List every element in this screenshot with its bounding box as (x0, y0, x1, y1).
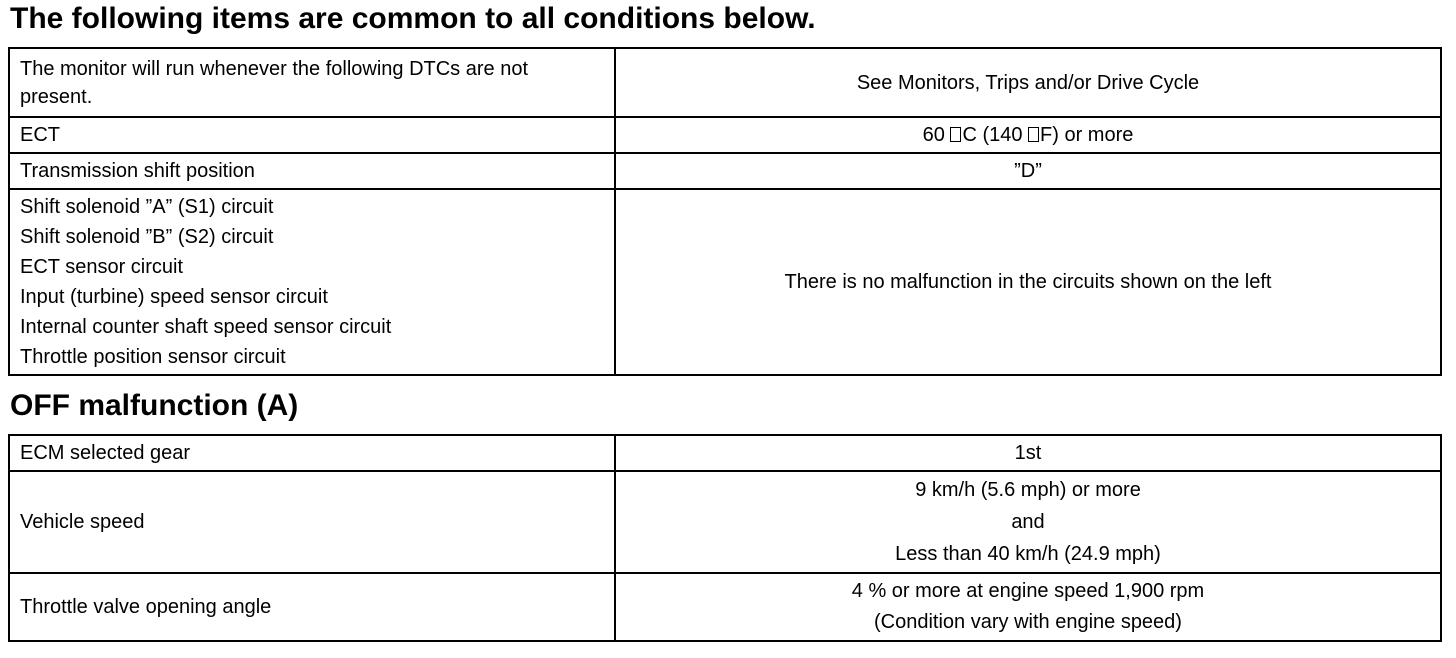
item-text: ECM selected gear (20, 442, 191, 464)
row-item-cell (9, 48, 615, 117)
row-value-cell (615, 471, 1441, 573)
table-row (9, 48, 1441, 117)
row-item-cell (9, 153, 615, 189)
table-row (9, 471, 1441, 573)
value-text: ”D” (1014, 160, 1042, 182)
item-text-line: Shift solenoid ”B” (S2) circuit (20, 226, 274, 248)
item-text: Throttle valve opening angle (20, 596, 272, 618)
row-item-cell (9, 435, 615, 471)
row-value-cell (615, 189, 1441, 375)
table-row (9, 153, 1441, 189)
row-value-cell (615, 48, 1441, 117)
row-item-cell (9, 117, 615, 153)
common-conditions-table (8, 47, 1442, 376)
item-text-line: ECT sensor circuit (20, 256, 184, 278)
common-conditions-heading: The following items are common to all conditions below. (10, 2, 816, 35)
value-text: There is no malfunction in the circuits shown on the left (784, 271, 1272, 293)
row-item-cell (9, 573, 615, 641)
table-row (9, 435, 1441, 471)
item-text-line: present. (20, 85, 93, 108)
value-text-line: (Condition vary with engine speed) (874, 611, 1182, 633)
table-row (9, 189, 1441, 375)
item-text: Vehicle speed (20, 511, 145, 533)
value-text: See Monitors, Trips and/or Drive Cycle (856, 71, 1200, 94)
value-text-part: 60 (922, 124, 951, 146)
row-value-cell (615, 117, 1441, 153)
item-text-line: The monitor will run whenever the following DTCs are not (20, 57, 528, 80)
row-item-cell (9, 471, 615, 573)
item-text-line: Input (turbine) speed sensor circuit (20, 286, 328, 308)
item-text-line: Shift solenoid ”A” (S1) circuit (20, 196, 274, 218)
degree-glyph-icon (1028, 127, 1039, 142)
row-value-cell (615, 573, 1441, 641)
item-text-line: Internal counter shaft speed sensor circuit (20, 316, 392, 338)
row-value-cell (615, 435, 1441, 471)
row-item-cell (9, 189, 615, 375)
item-text: ECT (20, 124, 60, 146)
row-value-cell (615, 153, 1441, 189)
value-text-line: 4 % or more at engine speed 1,900 rpm (851, 580, 1205, 602)
item-text-line: Throttle position sensor circuit (20, 346, 286, 368)
value-text-part: F) or more (1040, 124, 1134, 146)
table-row (9, 573, 1441, 641)
off-malfunction-heading: OFF malfunction (A) (10, 389, 299, 422)
value-text-line: and (1011, 511, 1045, 533)
value-text-line: 9 km/h (5.6 mph) or more (915, 479, 1141, 501)
value-text: 1st (1014, 442, 1042, 464)
degree-glyph-icon (950, 127, 961, 142)
value-text-part: C (140 (962, 124, 1029, 146)
item-text: Transmission shift position (20, 160, 255, 182)
value-text-line: Less than 40 km/h (24.9 mph) (895, 543, 1161, 565)
off-malfunction-table (8, 434, 1442, 642)
table-row (9, 117, 1441, 153)
